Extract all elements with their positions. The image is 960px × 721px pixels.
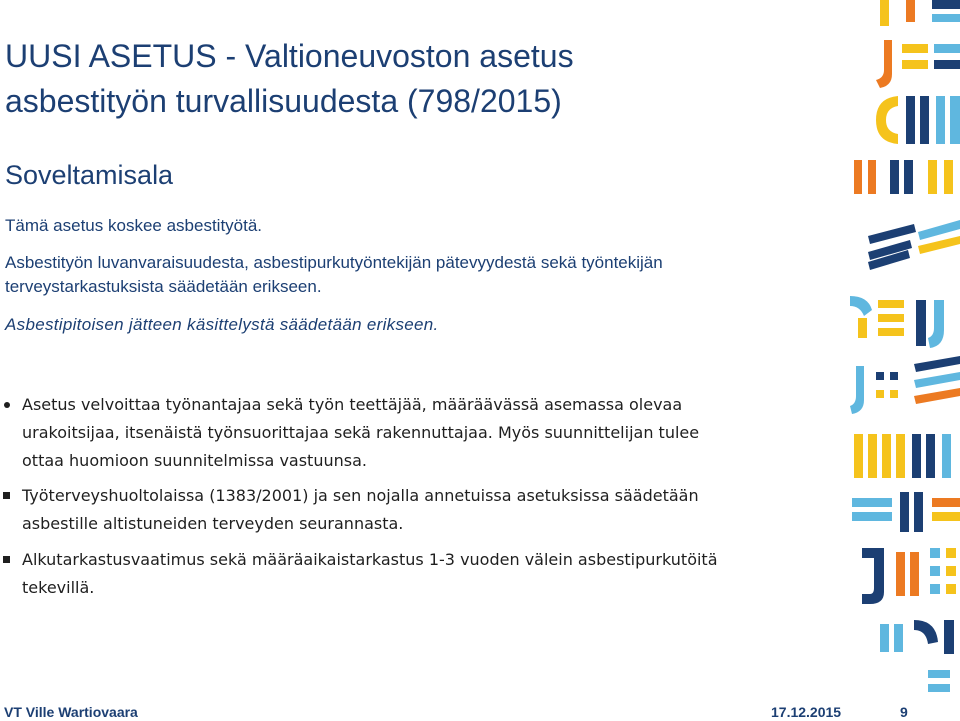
intro-paragraph-2-line-1: Asbestityön luvanvaraisuudesta, asbestipurkutyöntekijän pätevyydestä sekä työntekijän <box>5 253 663 272</box>
bullet-2-line-1: Työterveyshuoltolaissa (1383/2001) ja sen nojalla annetuissa asetuksissa säädetään <box>22 486 699 505</box>
intro-paragraph-2-line-2: terveystarkastuksista säädetään erikseen. <box>5 277 322 296</box>
intro-paragraph-2 <box>5 251 825 299</box>
bullet-2-line-2: asbestille altistuneiden terveyden seurannasta. <box>22 514 404 533</box>
page-title <box>5 34 785 124</box>
footer-date: 17.12.2015 <box>771 704 842 720</box>
brand-pattern-decoration <box>848 0 960 721</box>
intro-text <box>5 214 825 337</box>
page-number: 9 <box>900 704 908 720</box>
bullet-1-line-1: Asetus velvoittaa työnantajaa sekä työn teettäjää, määräävässä asemassa olevaa <box>22 395 683 414</box>
bullet-3-line-2: tekevillä. <box>22 578 95 597</box>
bullet-item-3 <box>0 546 830 602</box>
bullet-item-2 <box>0 482 830 538</box>
intro-paragraph-1: Tämä asetus koskee asbestityötä. <box>5 216 263 235</box>
bullet-3-line-1: Alkutarkastusvaatimus sekä määräaikaistarkastus 1-3 vuoden välein asbestipurkutöitä <box>22 550 718 569</box>
intro-paragraph-3: Asbestipitoisen jätteen käsittelystä säädetään erikseen. <box>5 315 439 334</box>
bullet-item-1 <box>0 391 830 475</box>
title-line-2: asbestityön turvallisuudesta (798/2015) <box>5 83 562 119</box>
title-line-1: UUSI ASETUS - Valtioneuvoston asetus <box>5 38 574 74</box>
section-heading: Soveltamisala <box>5 160 174 190</box>
bullet-1-line-2: urakoitsijaa, itsenäistä työnsuorittajaa sekä rakennuttajaa. Myös suunnittelijan tulee <box>22 423 700 442</box>
bullet-1-line-3: ottaa huomioon suunnitelmissa vastuunsa. <box>22 451 367 470</box>
bullet-list <box>0 391 830 602</box>
footer-author: VT Ville Wartiovaara <box>4 704 138 720</box>
